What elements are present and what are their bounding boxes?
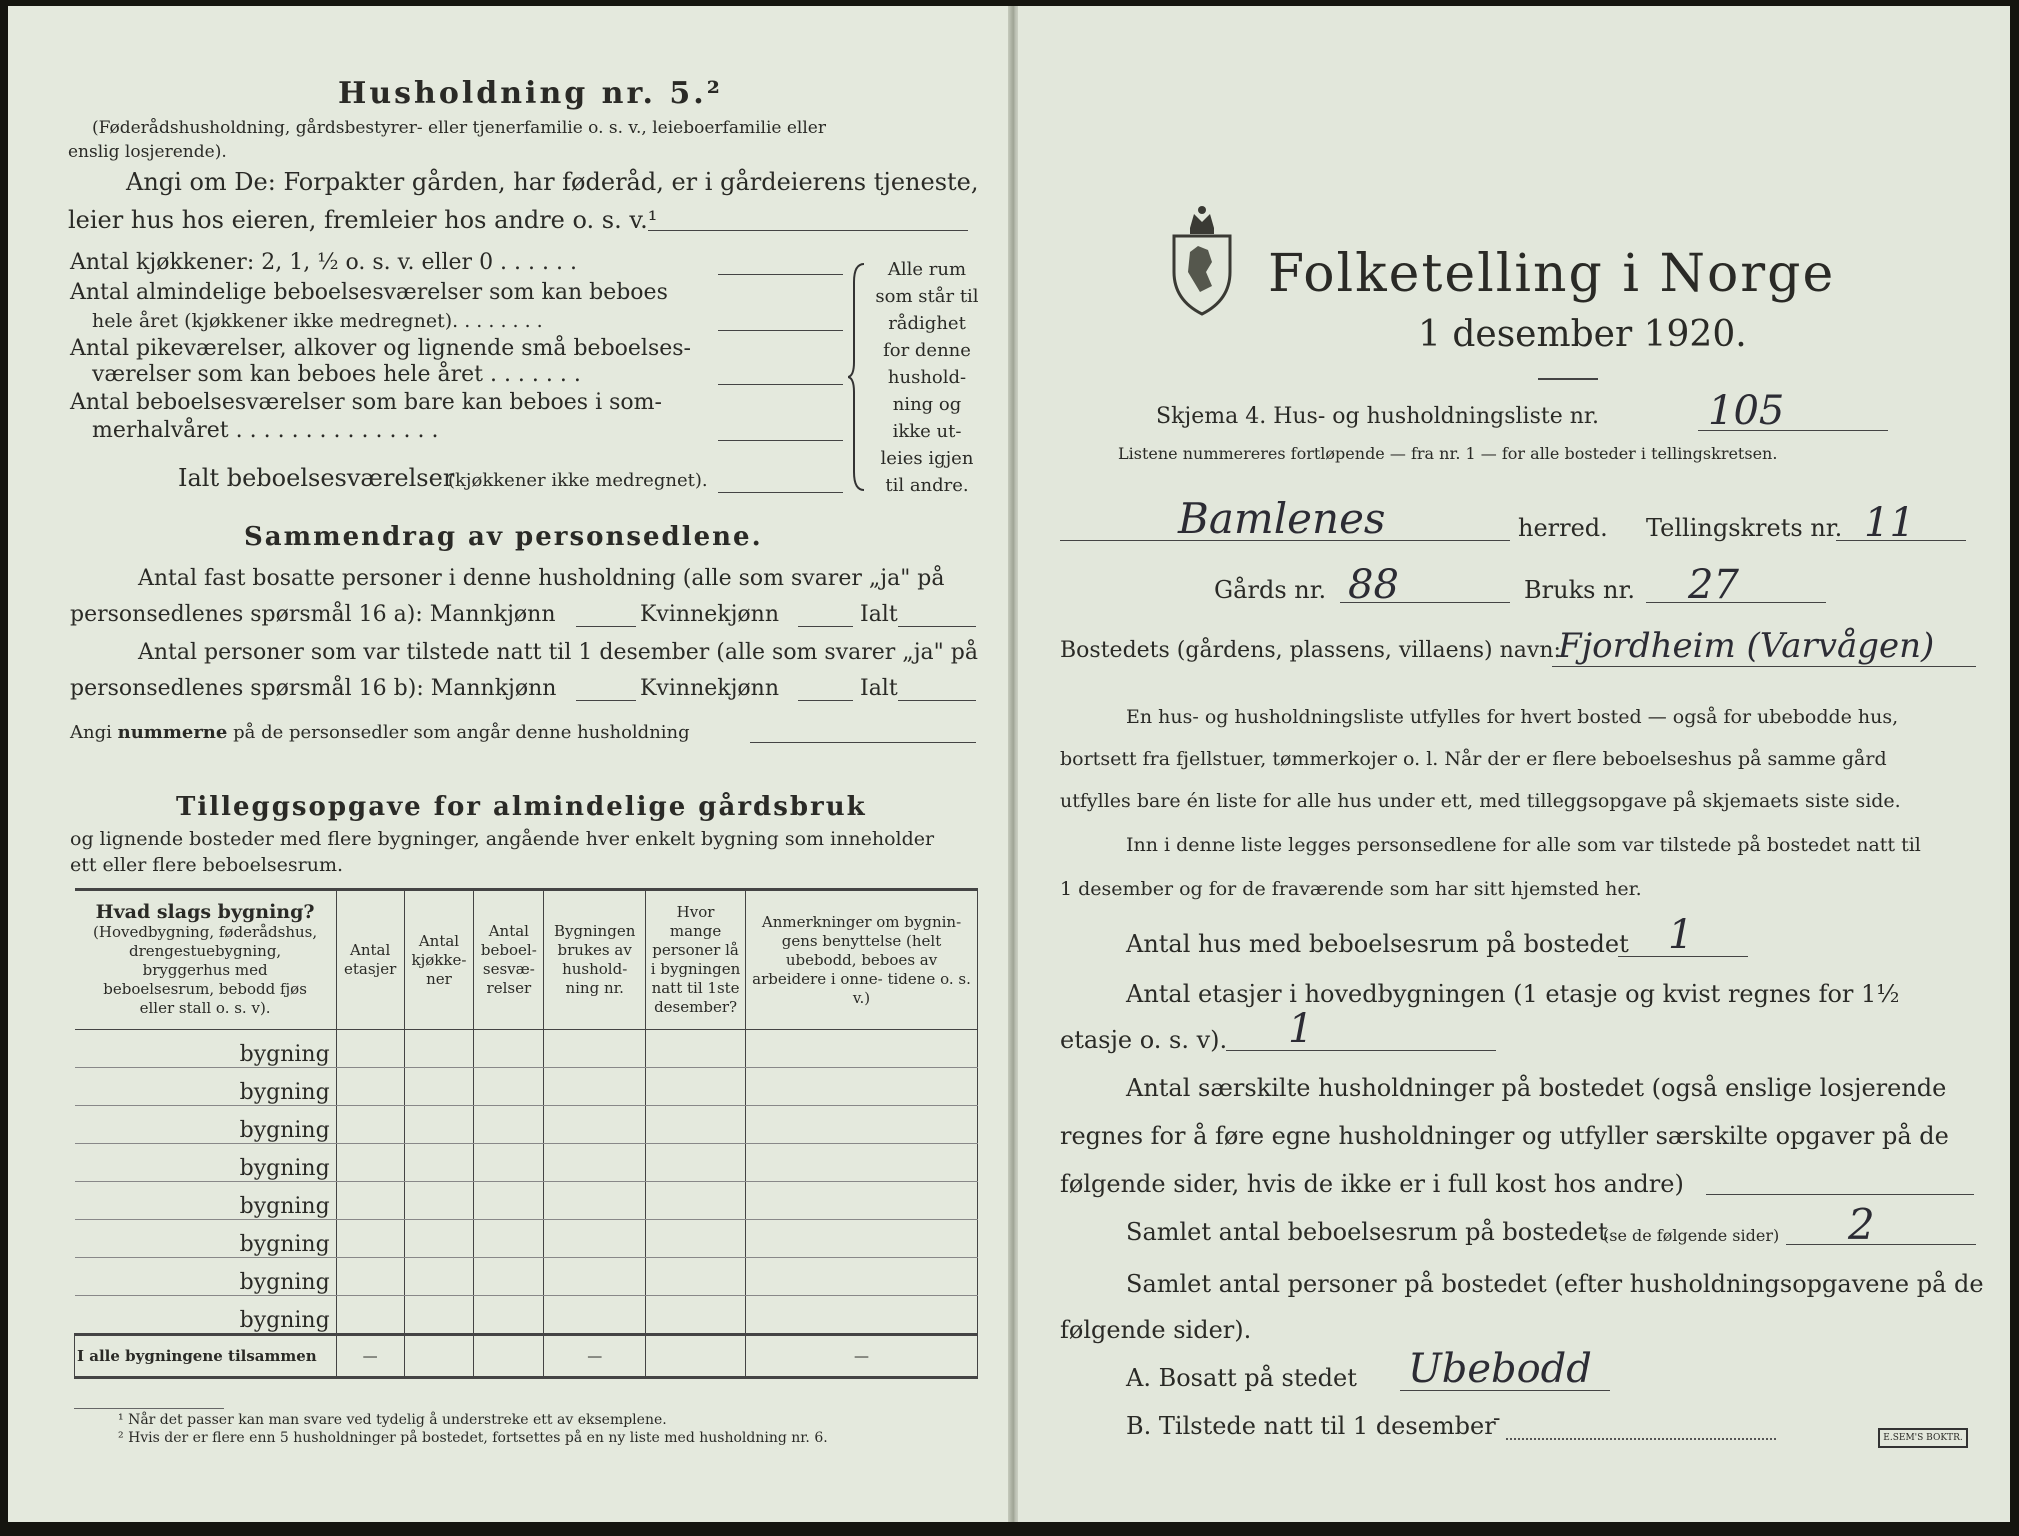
angi-nummerne-b: nummerne xyxy=(117,722,228,743)
col-remarks: Anmerkninger om bygnin- gens benyttelse (helt ubebodd, beboes av arbeidere i onne- tidene o. s. v.) xyxy=(746,890,978,1030)
present-label: B. Tilstede natt til 1 desember xyxy=(1126,1412,1496,1440)
total-rooms-answer-line xyxy=(1786,1244,1976,1245)
footnote-1: ¹ Når det passer kan man svare ved tydelig å understreke ett av eksemplene. xyxy=(118,1412,667,1428)
total-rooms-label: Ialt beboelsesværelser xyxy=(178,464,455,492)
total-rooms-note: (se de følgende sider) xyxy=(1603,1226,1780,1245)
summary-b-total-line xyxy=(898,700,976,701)
separate-households-2: regnes for å føre egne husholdninger og utfyller særskilte opgaver på de xyxy=(1060,1122,1949,1150)
summary-a-line-1: Antal fast bosatte personer i denne husholdning (alle som svarer „ja" på xyxy=(138,566,945,591)
instructions-3: utfylles bare én liste for alle hus under ett, med tilleggsopgave på skjemaets siste side. xyxy=(1060,790,1901,812)
col-persons: Hvor mange personer lå i bygningen natt til 1ste desember? xyxy=(646,890,746,1030)
total-rooms-note: (kjøkkener ikke medregnet). xyxy=(448,470,708,491)
building-table-header xyxy=(75,890,978,1030)
footnote-rule xyxy=(74,1408,224,1409)
form-title: Folketelling i Norge xyxy=(1268,244,1836,304)
census-form-spread xyxy=(8,6,2010,1522)
municipality-value: Bamlenes xyxy=(1178,494,1386,543)
supplement-line-2: ett eller flere beboelsesrum. xyxy=(70,854,344,876)
houses-answer-line xyxy=(1618,956,1748,957)
total-persons-2: følgende sider). xyxy=(1060,1316,1252,1344)
place-answer-line xyxy=(1552,666,1976,667)
angi-nummerne-line xyxy=(750,742,976,743)
summary-b-male-line xyxy=(576,700,636,701)
table-row xyxy=(75,1106,978,1144)
summary-a-female-line xyxy=(798,626,853,627)
table-row xyxy=(75,1144,978,1182)
angi-nummerne-a: Angi xyxy=(70,722,112,743)
maid-rooms-label-2: værelser som kan beboes hele året . . . . . . . xyxy=(92,362,581,387)
floors-answer-line xyxy=(1226,1050,1496,1051)
title-divider xyxy=(1538,378,1598,380)
curly-brace xyxy=(848,262,868,492)
floors-label-1: Antal etasjer i hovedbygningen (1 etasje og kvist regnes for 1½ xyxy=(1126,980,1900,1008)
total-row-label: I alle bygningene tilsammen xyxy=(75,1335,337,1378)
resident-value: Ubebodd xyxy=(1408,1346,1592,1392)
separate-households-3: følgende sider, hvis de ikke er i full kost hos andre) xyxy=(1060,1170,1684,1198)
total-rooms-label: Samlet antal beboelsesrum på bostedet xyxy=(1126,1218,1608,1246)
summer-rooms-label-2: merhalvåret . . . . . . . . . . . . . . . xyxy=(92,418,439,443)
resident-label: A. Bosatt på stedet xyxy=(1126,1364,1357,1392)
row-label: bygning xyxy=(75,1030,337,1068)
angi-nummerne xyxy=(70,722,690,743)
norway-coat-of-arms-icon xyxy=(1168,202,1236,318)
gards-value: 88 xyxy=(1348,562,1399,608)
summary-a-line-2: personsedlenes spørsmål 16 a): Mannkjønn xyxy=(70,602,556,627)
summary-a-total-label: Ialt xyxy=(860,602,898,627)
herred-label: herred. xyxy=(1518,514,1608,542)
houses-label: Antal hus med beboelsesrum på bostedet xyxy=(1126,930,1629,958)
table-row xyxy=(75,1068,978,1106)
brace-note-line: hushold- xyxy=(887,367,967,388)
gards-label: Gårds nr. xyxy=(1214,576,1327,604)
summary-b-line-2: personsedlenes spørsmål 16 b): Mannkjønn xyxy=(70,676,557,701)
floors-value: 1 xyxy=(1288,1006,1314,1052)
row-label: bygning xyxy=(75,1106,337,1144)
maid-rooms-label-1: Antal pikeværelser, alkover og lignende små beboelses- xyxy=(70,336,691,361)
rooms-year-label-1: Antal almindelige beboelsesværelser som kan beboes xyxy=(70,280,668,305)
instructions-4: Inn i denne liste legges personsedlene for alle som var tilstede på bostedet natt til xyxy=(1126,834,1921,856)
summary-b-female-label: Kvinnekjønn xyxy=(640,676,779,701)
household-subtitle-2: enslig losjerende). xyxy=(68,142,227,162)
angi-line-2: leier hus hos eieren, fremleier hos andre o. s. v.¹ xyxy=(68,206,658,234)
summer-rooms-label-1: Antal beboelsesværelser som bare kan beboes i som- xyxy=(70,390,662,415)
household-title: Husholdning nr. 5.² xyxy=(338,76,723,111)
floors-label-2: etasje o. s. v). xyxy=(1060,1026,1228,1054)
brace-note-line: til andre. xyxy=(885,475,969,496)
row-label: bygning xyxy=(75,1068,337,1106)
separate-households-answer-line xyxy=(1706,1194,1974,1195)
table-row xyxy=(75,1182,978,1220)
instructions-5: 1 desember og for de fraværende som har sitt hjemsted her. xyxy=(1060,878,1642,900)
schema-label: Skjema 4. Hus- og husholdningsliste nr. xyxy=(1156,404,1599,429)
municipality-answer-line xyxy=(1060,540,1510,541)
table-row xyxy=(75,1258,978,1296)
brace-note-line: leies igjen xyxy=(880,448,974,469)
angi-line-1: Angi om De: Forpakter gården, har føderåd, er i gårdeierens tjeneste, xyxy=(126,168,979,196)
place-value: Fjordheim (Varvågen) xyxy=(1558,626,1935,666)
left-page xyxy=(8,6,1010,1522)
present-value: - xyxy=(1493,1406,1501,1431)
summary-title: Sammendrag av personsedlene. xyxy=(244,522,763,552)
total-remarks: — xyxy=(746,1335,978,1378)
brace-note-line: Alle rum xyxy=(887,259,967,280)
kitchens-answer-line xyxy=(718,274,843,275)
total-used-by: — xyxy=(544,1335,646,1378)
building-table xyxy=(74,888,978,1379)
total-rooms-answer-line xyxy=(718,492,843,493)
bruks-answer-line xyxy=(1646,602,1826,603)
census-date: 1 desember 1920. xyxy=(1418,314,1747,355)
col-rooms: Antal beboel- sesvæ- relser xyxy=(474,890,544,1030)
summary-b-total-label: Ialt xyxy=(860,676,898,701)
bruks-label: Bruks nr. xyxy=(1524,576,1635,604)
district-label: Tellingskrets nr. xyxy=(1646,514,1843,542)
brace-note-line: ikke ut- xyxy=(892,421,962,442)
brace-note-line: rådighet xyxy=(888,313,966,334)
right-page xyxy=(1018,6,2010,1522)
schema-value: 105 xyxy=(1708,388,1785,434)
schema-answer-line xyxy=(1698,430,1888,431)
brace-note xyxy=(872,256,982,499)
present-answer-line xyxy=(1506,1438,1776,1440)
row-label: bygning xyxy=(75,1296,337,1335)
total-persons-1: Samlet antal personer på bostedet (efter husholdningsopgavene på de xyxy=(1126,1270,1984,1298)
angi-answer-line xyxy=(648,230,968,231)
kitchens-label: Antal kjøkkener: 2, 1, ½ o. s. v. eller 0 . . . . . . xyxy=(70,250,577,275)
row-label: bygning xyxy=(75,1182,337,1220)
rooms-year-answer-line xyxy=(718,330,843,331)
brace-note-line: for denne xyxy=(883,340,971,361)
numbering-note: Listene nummereres fortløpende — fra nr. 1 — for alle bosteder i tellingskretsen. xyxy=(1118,444,1778,463)
printer-stamp: E.SEM'S BOKTR. xyxy=(1878,1428,1968,1448)
col-building-type xyxy=(75,890,337,1030)
gards-answer-line xyxy=(1340,602,1510,603)
district-value: 11 xyxy=(1864,500,1915,546)
instructions-2: bortsett fra fjellstuer, tømmerkojer o. l. Når der er flere beboelseshus på samme gård xyxy=(1060,748,1887,770)
summary-a-male-line xyxy=(576,626,636,627)
row-label: bygning xyxy=(75,1220,337,1258)
summary-a-total-line xyxy=(898,626,976,627)
houses-value: 1 xyxy=(1668,912,1694,958)
table-row xyxy=(75,1220,978,1258)
supplement-line-1: og lignende bosteder med flere bygninger, angående hver enkelt bygning som inneholder xyxy=(70,828,935,850)
household-subtitle-1: (Føderådshusholdning, gårdsbestyrer- eller tjenerfamilie o. s. v., leieboerfamilie eller xyxy=(92,118,826,138)
col-building-type-detail: (Hovedbygning, føderådshus, drengestuebygning, bryggerhus med beboelsesrum, bebodd fjøs eller stall o. s. v). xyxy=(93,922,318,1017)
summary-a-female-label: Kvinnekjønn xyxy=(640,602,779,627)
summary-b-female-line xyxy=(798,700,853,701)
brace-note-line: ning og xyxy=(892,394,962,415)
table-row xyxy=(75,1030,978,1068)
resident-answer-line xyxy=(1400,1390,1610,1391)
brace-note-line: som står til xyxy=(875,286,979,307)
summer-rooms-answer-line xyxy=(718,440,843,441)
total-rooms-value: 2 xyxy=(1848,1200,1875,1249)
summary-b-line-1: Antal personer som var tilstede natt til 1 desember (alle som svarer „ja" på xyxy=(138,640,978,665)
col-used-by: Bygningen brukes av hushold- ning nr. xyxy=(544,890,646,1030)
bruks-value: 27 xyxy=(1688,562,1739,608)
footnote-2: ² Hvis der er flere enn 5 husholdninger på bostedet, fortsettes på en ny liste med husholdning nr. 6. xyxy=(118,1430,828,1446)
col-floors: Antal etasjer xyxy=(336,890,404,1030)
angi-nummerne-c: på de personsedler som angår denne husholdning xyxy=(233,722,690,743)
row-label: bygning xyxy=(75,1144,337,1182)
separate-households-1: Antal særskilte husholdninger på bostedet (også enslige losjerende xyxy=(1126,1074,1947,1102)
total-row xyxy=(75,1335,978,1378)
col-building-type-title: Hvad slags bygning? xyxy=(95,900,315,923)
row-label: bygning xyxy=(75,1258,337,1296)
instructions-1: En hus- og husholdningsliste utfylles for hvert bosted — også for ubebodde hus, xyxy=(1126,706,1899,728)
table-row xyxy=(75,1296,978,1335)
rooms-year-label-2: hele året (kjøkkener ikke medregnet). . . . . . . . xyxy=(92,310,543,332)
supplement-title: Tilleggsopgave for almindelige gårdsbruk xyxy=(176,792,867,822)
total-floors: — xyxy=(336,1335,404,1378)
col-kitchens: Antal kjøkke- ner xyxy=(404,890,474,1030)
place-label: Bostedets (gårdens, plassens, villaens) navn: xyxy=(1060,638,1561,663)
maid-rooms-answer-line xyxy=(718,384,843,385)
district-answer-line xyxy=(1836,540,1966,541)
